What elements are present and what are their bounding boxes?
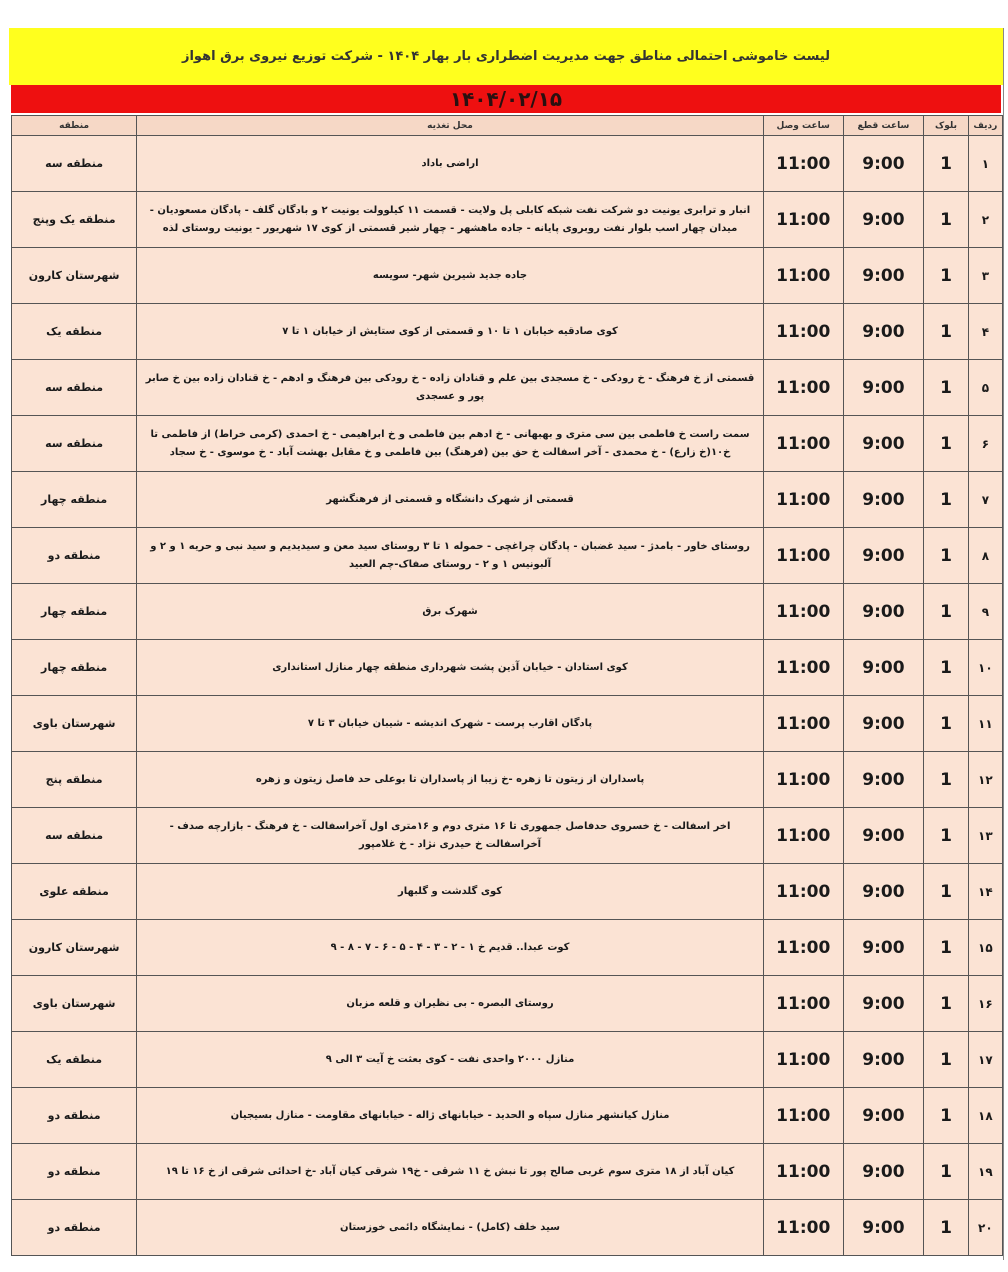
cell-cut-time: 9:00 [843, 752, 924, 808]
table-row [12, 696, 1003, 752]
cell-block: 1 [924, 472, 968, 528]
cell-block: 1 [924, 1144, 968, 1200]
cell-block: 1 [924, 752, 968, 808]
cell-radif: ۱۶ [968, 976, 1002, 1032]
cell-region: منطقه پنج [12, 752, 137, 808]
cell-place: کوی استادان - خیابان آذین پشت شهرداری منطقه چهار منازل استانداری [137, 640, 764, 696]
cell-place: اراضی باداد [137, 136, 764, 192]
table-row [12, 976, 1003, 1032]
cell-connect-time: 11:00 [763, 640, 843, 696]
cell-region: منطقه دو [12, 528, 137, 584]
cell-place: جاده جدید شیرین شهر- سویسه [137, 248, 764, 304]
cell-connect-time: 11:00 [763, 864, 843, 920]
table-row [12, 528, 1003, 584]
cell-block: 1 [924, 416, 968, 472]
cell-place: شهرک برق [137, 584, 764, 640]
cell-block: 1 [924, 192, 968, 248]
cell-place: قسمتی از خ فرهنگ - خ رودکی - خ مسجدی بین علم و قنادان زاده - خ رودکی بین فرهنگ و ادهم - خ قنادان زاده بین خ صابر پور و عسجدی [137, 360, 764, 416]
cell-region: منطقه سه [12, 136, 137, 192]
cell-region: منطقه چهار [12, 472, 137, 528]
cell-connect-time: 11:00 [763, 1032, 843, 1088]
cell-cut-time: 9:00 [843, 1032, 924, 1088]
cell-region: منطقه چهار [12, 640, 137, 696]
cell-connect-time: 11:00 [763, 1200, 843, 1256]
cell-radif: ۱۱ [968, 696, 1002, 752]
table-row [12, 640, 1003, 696]
table-row [12, 920, 1003, 976]
cell-cut-time: 9:00 [843, 528, 924, 584]
cell-block: 1 [924, 1032, 968, 1088]
header-cut-time: ساعت قطع [843, 116, 924, 136]
cell-radif: ۲۰ [968, 1200, 1002, 1256]
cell-radif: ۶ [968, 416, 1002, 472]
cell-region: منطقه یک [12, 1032, 137, 1088]
cell-connect-time: 11:00 [763, 752, 843, 808]
cell-cut-time: 9:00 [843, 920, 924, 976]
cell-block: 1 [924, 696, 968, 752]
cell-region: منطقه سه [12, 360, 137, 416]
table-header-row [12, 116, 1003, 136]
table-row [12, 864, 1003, 920]
cell-place: روستای خاور - بامدژ - سید غضبان - پادگان چراغچی - حموله ۱ تا ۳ روستای سید معن و سیدیدیم و سید نبی و حریه ۱ و ۲ و آلبونیس ۱ و ۲ - روستای صفاک-چم العبید [137, 528, 764, 584]
cell-place: سید خلف (کامل) - نمایشگاه دائمی خوزستان [137, 1200, 764, 1256]
cell-radif: ۵ [968, 360, 1002, 416]
cell-cut-time: 9:00 [843, 360, 924, 416]
cell-region: منطقه دو [12, 1144, 137, 1200]
cell-block: 1 [924, 864, 968, 920]
cell-cut-time: 9:00 [843, 136, 924, 192]
cell-region: منطقه یک وپنج [12, 192, 137, 248]
cell-radif: ۸ [968, 528, 1002, 584]
cell-radif: ۱۳ [968, 808, 1002, 864]
table-row [12, 752, 1003, 808]
header-region: منطقه [12, 116, 137, 136]
cell-block: 1 [924, 304, 968, 360]
table-row [12, 1088, 1003, 1144]
cell-connect-time: 11:00 [763, 528, 843, 584]
cell-radif: ۱۴ [968, 864, 1002, 920]
cell-block: 1 [924, 1088, 968, 1144]
cell-connect-time: 11:00 [763, 976, 843, 1032]
cell-radif: ۱۰ [968, 640, 1002, 696]
cell-connect-time: 11:00 [763, 584, 843, 640]
cell-region: منطقه سه [12, 416, 137, 472]
cell-cut-time: 9:00 [843, 976, 924, 1032]
cell-region: منطقه دو [12, 1088, 137, 1144]
cell-connect-time: 11:00 [763, 472, 843, 528]
cell-place: سمت راست خ فاطمی بین سی متری و بهبهانی - خ ادهم بین فاطمی و خ ابراهیمی - خ احمدی (کرمی خراط) از فاطمی تا خ۱۰(خ زارع) - خ محمدی - آخر اسفالت خ حق بین (فرهنگ) بین فاطمی و خ مقابل بهشت آباد - خ موسوی - خ سجاد [137, 416, 764, 472]
cell-cut-time: 9:00 [843, 192, 924, 248]
table-row [12, 584, 1003, 640]
cell-place: کوی صادقیه خیابان ۱ تا ۱۰ و قسمتی از کوی ستایش از خیابان ۱ تا ۷ [137, 304, 764, 360]
cell-connect-time: 11:00 [763, 136, 843, 192]
cell-connect-time: 11:00 [763, 920, 843, 976]
cell-connect-time: 11:00 [763, 360, 843, 416]
cell-place: کوی گلدشت و گلبهار [137, 864, 764, 920]
cell-block: 1 [924, 136, 968, 192]
header-connect-time: ساعت وصل [763, 116, 843, 136]
cell-radif: ۲ [968, 192, 1002, 248]
cell-block: 1 [924, 976, 968, 1032]
cell-region: منطقه سه [12, 808, 137, 864]
cell-region: منطقه چهار [12, 584, 137, 640]
table-row [12, 304, 1003, 360]
table-row [12, 808, 1003, 864]
cell-radif: ۱۲ [968, 752, 1002, 808]
table-row [12, 248, 1003, 304]
cell-connect-time: 11:00 [763, 696, 843, 752]
table-row [12, 360, 1003, 416]
cell-connect-time: 11:00 [763, 248, 843, 304]
outage-sheet [9, 28, 1004, 1260]
table-row [12, 472, 1003, 528]
cell-radif: ۱۹ [968, 1144, 1002, 1200]
cell-radif: ۳ [968, 248, 1002, 304]
cell-radif: ۷ [968, 472, 1002, 528]
cell-block: 1 [924, 528, 968, 584]
cell-place: انبار و ترابری یونیت دو شرکت نفت شبکه کابلی پل ولایت - قسمت ۱۱ کیلوولت یونیت ۲ و بادگان گلف - پادگان مسعودیان - میدان چهار اسب بلوار نفت روبروی پایانه - جاده ماهشهر - چهار شیر قسمتی از کوی ۱۷ شهریور - یونیت روستای لذه [137, 192, 764, 248]
cell-connect-time: 11:00 [763, 304, 843, 360]
cell-place: منازل ۲۰۰۰ واحدی نفت - کوی بعثت خ آیت ۳ الی ۹ [137, 1032, 764, 1088]
cell-place: منازل کیانشهر منازل سپاه و الحدید - خیابانهای ژاله - خیابانهای مقاومت - منازل بسیجیان [137, 1088, 764, 1144]
cell-cut-time: 9:00 [843, 640, 924, 696]
cell-cut-time: 9:00 [843, 864, 924, 920]
cell-place: پاسداران از زیتون تا زهره -خ زیبا از پاسداران تا بوعلی حد فاصل زیتون و زهره [137, 752, 764, 808]
table-row [12, 1144, 1003, 1200]
table-row [12, 192, 1003, 248]
cell-block: 1 [924, 360, 968, 416]
cell-block: 1 [924, 248, 968, 304]
cell-region: منطقه یک [12, 304, 137, 360]
cell-cut-time: 9:00 [843, 1144, 924, 1200]
cell-cut-time: 9:00 [843, 1200, 924, 1256]
table-row [12, 136, 1003, 192]
cell-connect-time: 11:00 [763, 416, 843, 472]
cell-radif: ۱۷ [968, 1032, 1002, 1088]
cell-radif: ۱۸ [968, 1088, 1002, 1144]
cell-connect-time: 11:00 [763, 808, 843, 864]
cell-place: اخر اسفالت - خ خسروی حدفاصل جمهوری تا ۱۶ متری دوم و ۱۶متری اول آخراسفالت - خ فرهنگ - بازارچه صدف - آخراسفالت خ حیدری نژاد - خ غلامپور [137, 808, 764, 864]
cell-block: 1 [924, 640, 968, 696]
cell-connect-time: 11:00 [763, 192, 843, 248]
header-radif: ردیف [968, 116, 1002, 136]
cell-cut-time: 9:00 [843, 416, 924, 472]
cell-place: پادگان اقارب پرست - شهرک اندیشه - شیبان خیابان ۳ تا ۷ [137, 696, 764, 752]
cell-block: 1 [924, 808, 968, 864]
cell-block: 1 [924, 1200, 968, 1256]
cell-cut-time: 9:00 [843, 808, 924, 864]
cell-cut-time: 9:00 [843, 248, 924, 304]
cell-place: کوت عبدا.. قدیم خ ۱ - ۲ - ۳ - ۴ - ۵ - ۶ - ۷ - ۸ - ۹ [137, 920, 764, 976]
cell-region: شهرستان باوی [12, 696, 137, 752]
cell-cut-time: 9:00 [843, 696, 924, 752]
cell-region: منطقه دو [12, 1200, 137, 1256]
cell-radif: ۱ [968, 136, 1002, 192]
cell-region: شهرستان باوی [12, 976, 137, 1032]
cell-cut-time: 9:00 [843, 584, 924, 640]
header-block: بلوک [924, 116, 968, 136]
cell-region: منطقه علوی [12, 864, 137, 920]
cell-radif: ۴ [968, 304, 1002, 360]
cell-block: 1 [924, 920, 968, 976]
table-row [12, 416, 1003, 472]
cell-region: شهرستان کارون [12, 920, 137, 976]
cell-place: قسمتی از شهرک دانشگاه و قسمتی از فرهنگشهر [137, 472, 764, 528]
table-row [12, 1032, 1003, 1088]
cell-region: شهرستان کارون [12, 248, 137, 304]
cell-cut-time: 9:00 [843, 472, 924, 528]
sheet-title: لیست خاموشی احتمالی مناطق جهت مدیریت اضطراری بار بهار ۱۴۰۴ - شرکت توزیع نیروی برق اهواز [9, 28, 1003, 85]
header-place: محل تغذیه [137, 116, 764, 136]
cell-block: 1 [924, 584, 968, 640]
cell-place: کیان آباد از ۱۸ متری سوم غربی صالح پور تا نبش خ ۱۱ شرقی - خ۱۹ شرقی کیان آباد -خ احدائی شرقی از خ ۱۶ تا ۱۹ [137, 1144, 764, 1200]
cell-radif: ۹ [968, 584, 1002, 640]
cell-place: روستای البصره - بی نظیران و قلعه مزبان [137, 976, 764, 1032]
sheet-date: ۱۴۰۴/۰۲/۱۵ [11, 85, 1001, 113]
cell-radif: ۱۵ [968, 920, 1002, 976]
cell-cut-time: 9:00 [843, 304, 924, 360]
table-row [12, 1200, 1003, 1256]
cell-connect-time: 11:00 [763, 1144, 843, 1200]
cell-cut-time: 9:00 [843, 1088, 924, 1144]
outage-table [11, 115, 1003, 1256]
cell-connect-time: 11:00 [763, 1088, 843, 1144]
